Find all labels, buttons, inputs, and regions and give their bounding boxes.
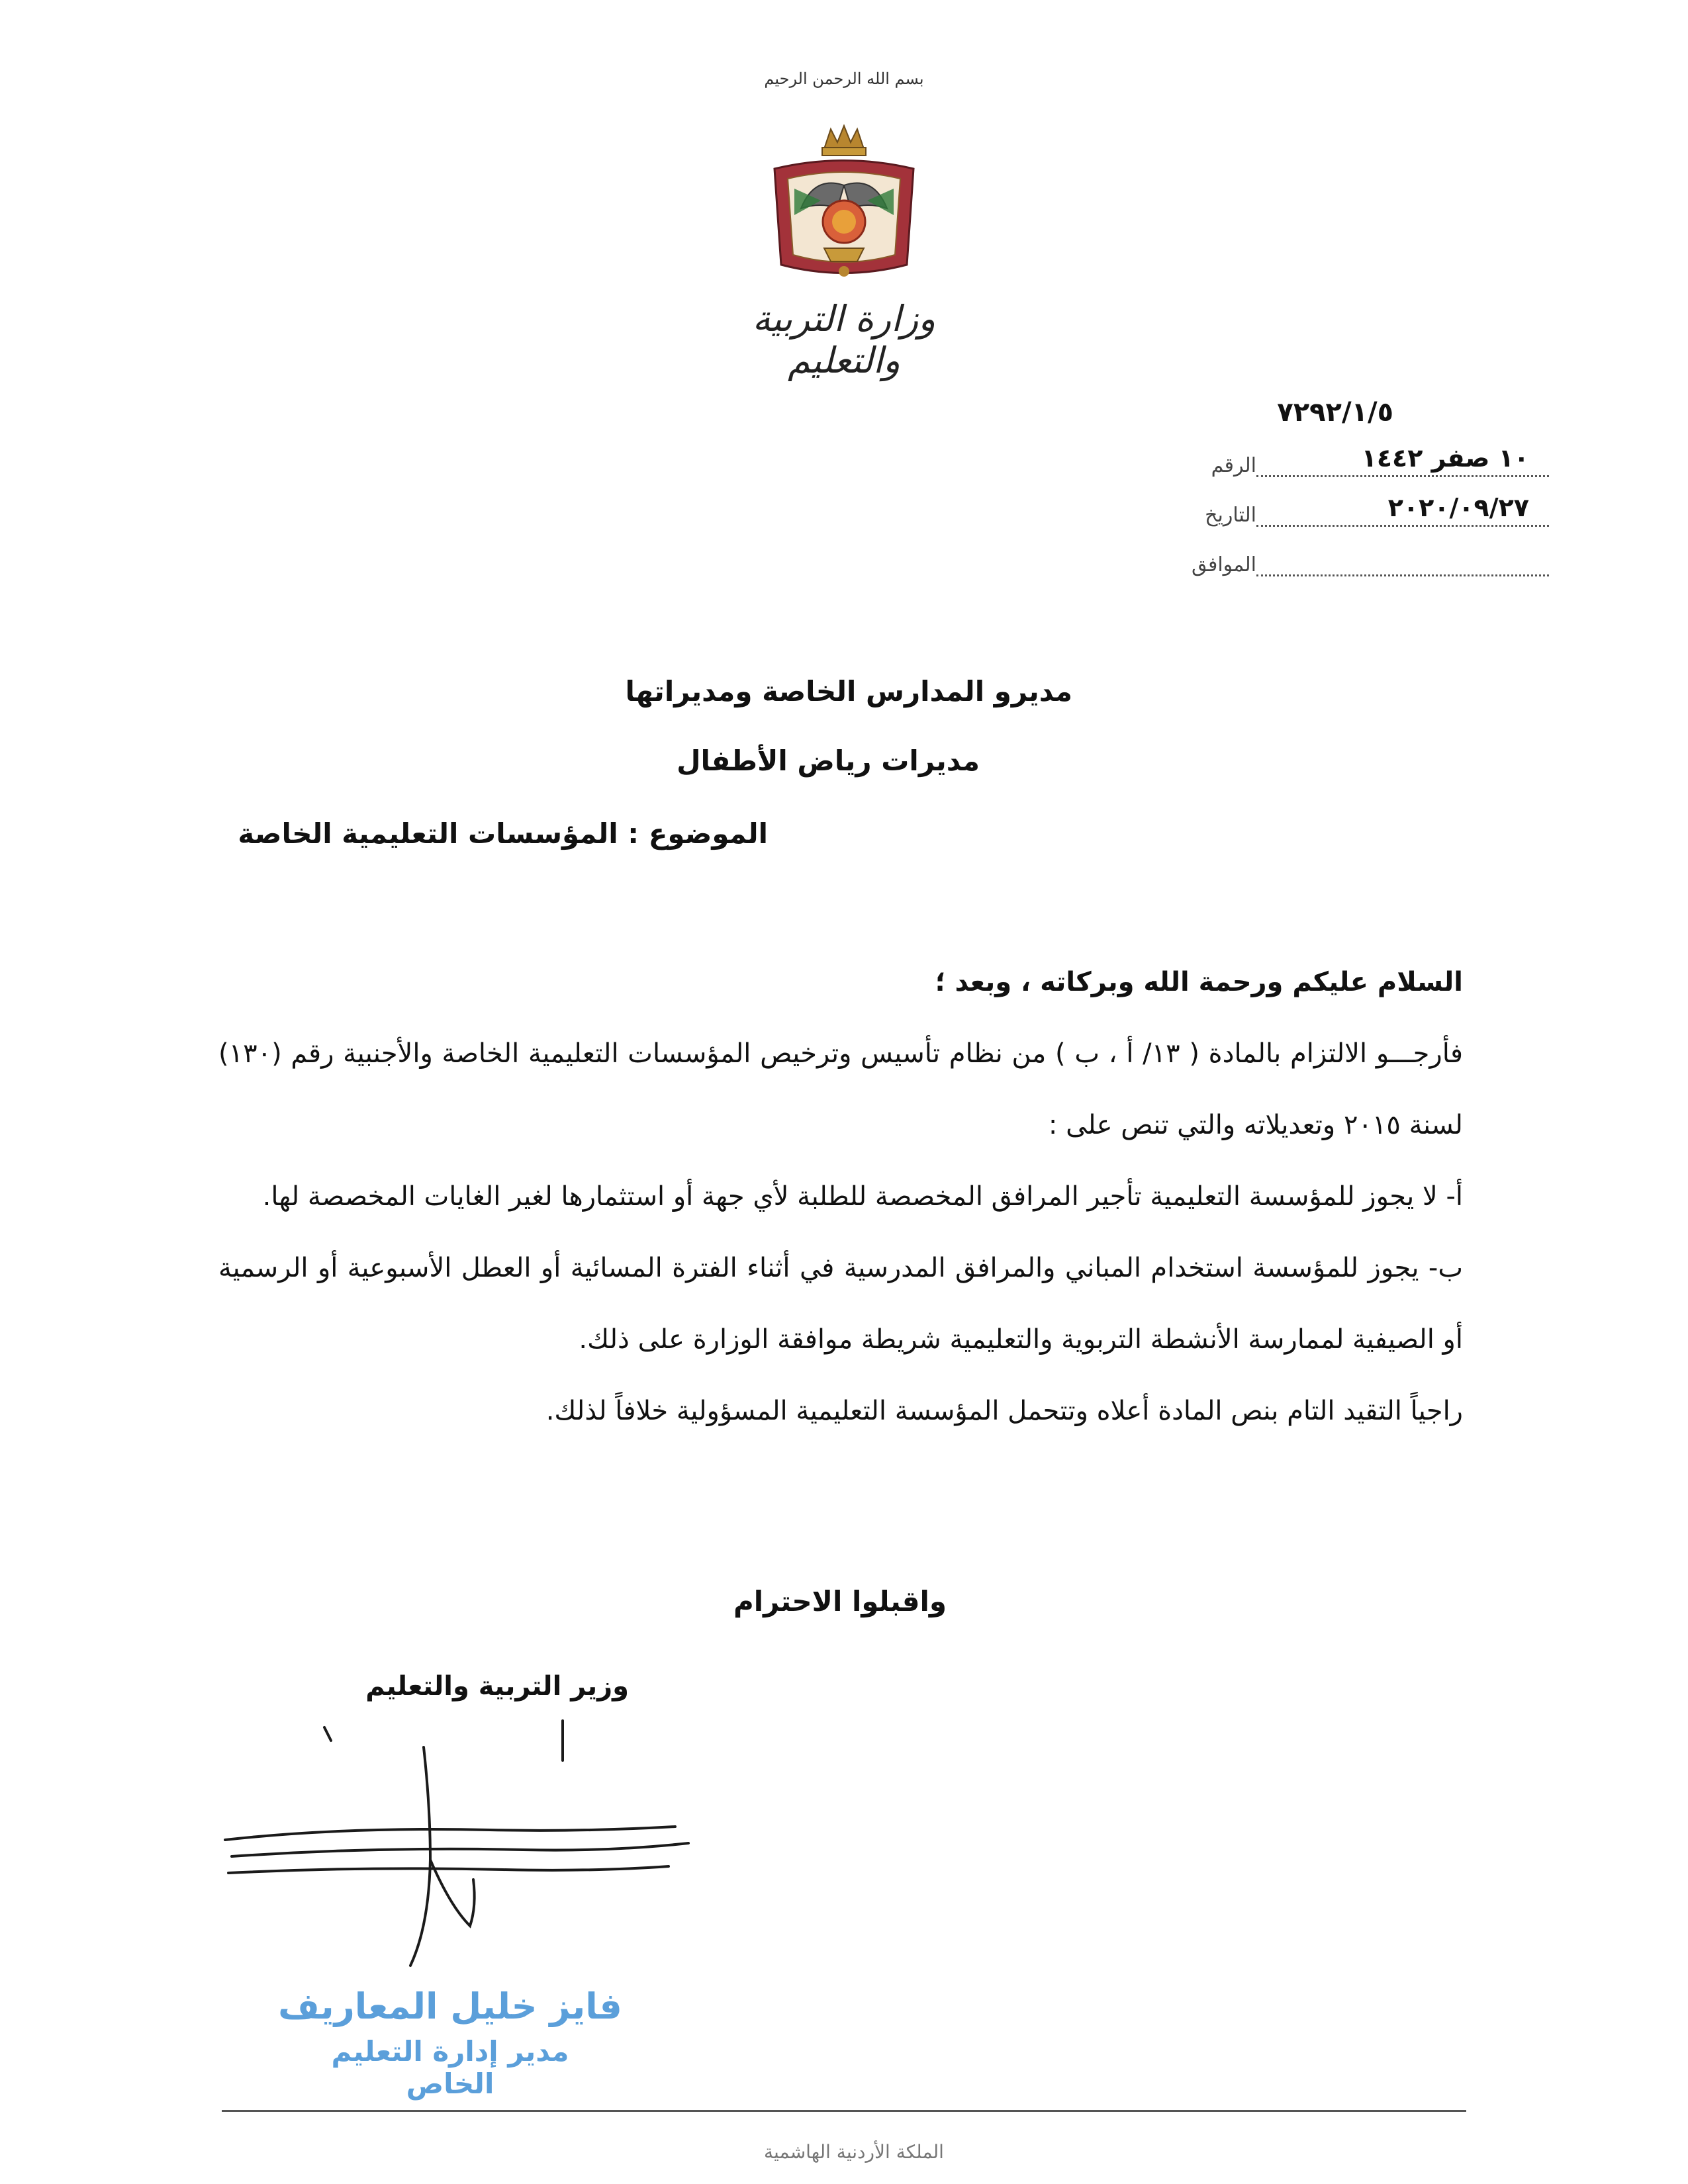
addressee-line-2: مديرات رياض الأطفال (677, 745, 980, 777)
reference-number-row (1178, 440, 1549, 477)
stamp-name: فايز خليل المعاريف (278, 1985, 622, 2027)
closing: واقبلوا الاحترام (733, 1585, 947, 1617)
greeting: السلام عليكم ورحمة الله وبركاته ، وبعد ؛ (935, 967, 1463, 997)
reference-date-label: التاريخ (1205, 504, 1256, 527)
reference-number-label: الرقم (1211, 454, 1256, 477)
footer-text: الملكة الأردنية الهاشمية (764, 2141, 944, 2163)
clause-b: ب- يجوز للمؤسسة استخدام المباني والمرافق المدرسية في أثناء الفترة المسائية أو العطل الأسبوعية أو الرسمية أو الصيفية لممارسة الأنشطة التربوية والتعليمية شريطة موافقة الوزارة على ذلك. (218, 1253, 1463, 1355)
intro-paragraph: فأرجـــو الالتزام بالمادة ( ١٣/ أ ، ب ) من نظام تأسيس وترخيص المؤسسات التعليمية الخاصة والأجنبية رقم (١٣٠) لسنة ٢٠١٥ وتعديلاته والتي تنص على : (218, 1038, 1464, 1140)
reference-number-top: ٧٢٩٢/١/٥ (1277, 397, 1393, 428)
letter-body (218, 946, 1463, 1447)
clause-a: أ- لا يجوز للمؤسسة التعليمية تأجير المرافق المخصصة للطلبة لأي جهة أو استثمارها لغير الغايات المخصصة لها. (262, 1181, 1463, 1212)
ministry-name: وزارة التربية والتعليم (752, 298, 936, 381)
basmala: بسم الله الرحمن الرحيم (764, 69, 924, 88)
reference-number-value: ١٠ صفر ١٤٤٢ (1361, 443, 1529, 473)
subject-line: الموضوع : المؤسسات التعليمية الخاصة (238, 817, 768, 850)
coat-of-arms-emblem (748, 122, 940, 288)
signatory-title: وزير التربية والتعليم (365, 1671, 629, 1702)
reference-corresponding-row (1178, 539, 1549, 576)
reference-date-value: ٢٠٢٠/٠٩/٢٧ (1387, 493, 1529, 522)
reference-corresponding-label: الموافق (1191, 553, 1256, 576)
reference-date-row (1178, 490, 1549, 527)
reference-corresponding-line (1256, 545, 1549, 576)
reference-number-line (1256, 443, 1549, 477)
addressee-line-1: مديرو المدارس الخاصة ومديراتها (625, 675, 1072, 707)
stamp-title: مدير إدارة التعليم الخاص (331, 2035, 569, 2100)
footer-divider (222, 2110, 1466, 2112)
reference-date-line (1256, 493, 1549, 527)
request-paragraph: راجياً التقيد التام بنص المادة أعلاه وتتحمل المؤسسة التعليمية المسؤولية خلافاً لذلك. (545, 1396, 1463, 1426)
handwritten-signature (212, 1707, 715, 1985)
